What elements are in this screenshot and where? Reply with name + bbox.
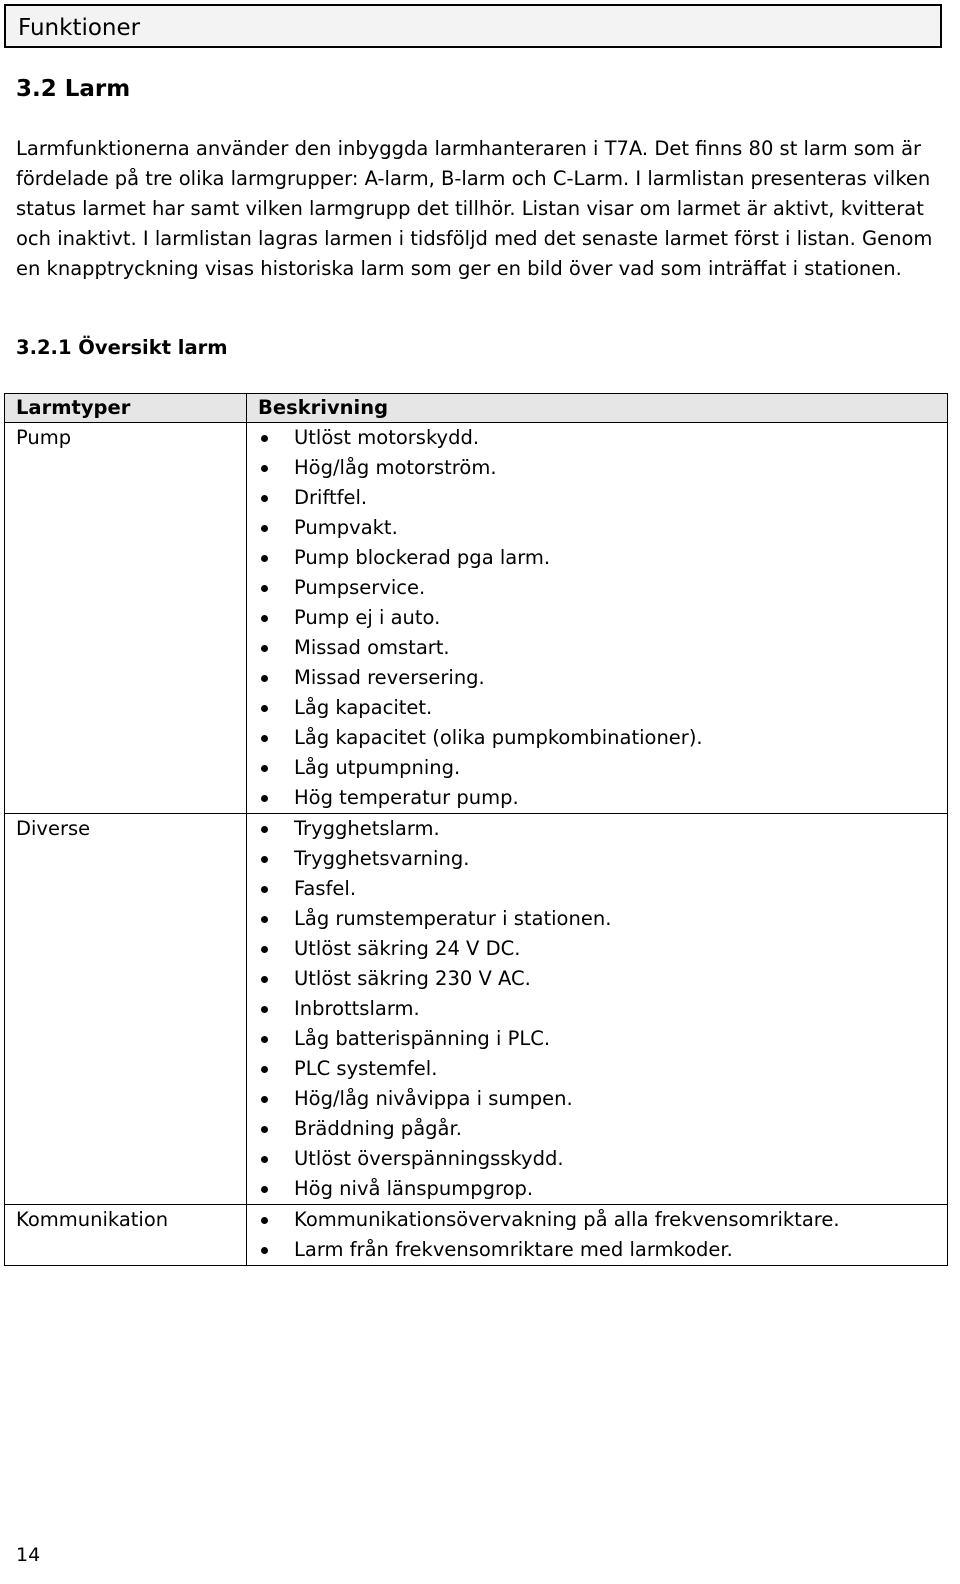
alarm-type-label: Pump xyxy=(16,426,72,449)
chapter-header xyxy=(4,4,942,48)
bullet-icon xyxy=(261,705,268,712)
bullet-icon xyxy=(261,976,268,983)
list-item xyxy=(247,1114,947,1144)
bullet-icon xyxy=(261,1217,268,1224)
list-item xyxy=(247,783,947,813)
alarm-type-cell xyxy=(5,423,247,814)
alarm-description: Kommunikationsövervakning på alla frekvensomriktare. xyxy=(294,1208,840,1231)
list-item xyxy=(247,723,947,753)
list-item xyxy=(247,1084,947,1114)
alarm-list xyxy=(247,423,947,813)
bullet-icon xyxy=(261,946,268,953)
list-item xyxy=(247,633,947,663)
list-item xyxy=(247,904,947,934)
bullet-icon xyxy=(261,1186,268,1193)
bullet-icon xyxy=(261,765,268,772)
bullet-icon xyxy=(261,1096,268,1103)
alarm-description: Utlöst säkring 24 V DC. xyxy=(294,937,521,960)
description-cell xyxy=(247,1205,948,1266)
list-item xyxy=(247,573,947,603)
bullet-icon xyxy=(261,735,268,742)
bullet-icon xyxy=(261,465,268,472)
alarm-description: Låg batterispänning i PLC. xyxy=(294,1027,551,1050)
list-item xyxy=(247,874,947,904)
alarm-description: PLC systemfel. xyxy=(294,1057,438,1080)
list-item xyxy=(247,934,947,964)
alarm-description: Fasfel. xyxy=(294,877,357,900)
alarm-description: Utlöst motorskydd. xyxy=(294,426,480,449)
table-row xyxy=(5,814,948,1205)
list-item xyxy=(247,844,947,874)
alarm-type-cell xyxy=(5,1205,247,1266)
alarm-description: Pumpvakt. xyxy=(294,516,398,539)
description-cell xyxy=(247,423,948,814)
list-item xyxy=(247,513,947,543)
bullet-icon xyxy=(261,675,268,682)
intro-paragraph: Larmfunktionerna använder den inbyggda larmhanteraren i T7A. Det finns 80 st larm som är fördelade på tre olika larmgrupper: A-larm, B-larm och C-Larm. I larmlistan presenteras vilken status larmet har samt vilken larmgrupp det tillhör. Listan visar om larmet är aktivt, kvitterat och inaktivt. I larmlistan lagras larmen i tidsföljd med det senaste larmet först i listan. Genom en knapptryckning visas historiska larm som ger en bild över vad som inträffat i stationen. xyxy=(16,137,933,280)
bullet-icon xyxy=(261,1126,268,1133)
bullet-icon xyxy=(261,495,268,502)
alarm-description: Hög/låg motorström. xyxy=(294,456,497,479)
table-header-row xyxy=(5,394,948,423)
alarm-type-label: Kommunikation xyxy=(16,1208,169,1231)
alarm-description: Utlöst överspänningsskydd. xyxy=(294,1147,564,1170)
alarm-description: Missad reversering. xyxy=(294,666,485,689)
alarm-description: Utlöst säkring 230 V AC. xyxy=(294,967,531,990)
list-item xyxy=(247,1054,947,1084)
list-item xyxy=(247,453,947,483)
list-item xyxy=(247,1144,947,1174)
alarm-list xyxy=(247,1205,947,1265)
bullet-icon xyxy=(261,856,268,863)
list-item xyxy=(247,994,947,1024)
alarm-type-cell xyxy=(5,814,247,1205)
bullet-icon xyxy=(261,795,268,802)
alarm-description: Larm från frekvensomriktare med larmkoder. xyxy=(294,1238,733,1261)
bullet-icon xyxy=(261,1247,268,1254)
header-description: Beskrivning xyxy=(247,394,948,423)
table-row xyxy=(5,423,948,814)
alarm-list xyxy=(247,814,947,1204)
list-item xyxy=(247,753,947,783)
bullet-icon xyxy=(261,1066,268,1073)
alarm-description: Driftfel. xyxy=(294,486,368,509)
alarm-description: Pumpservice. xyxy=(294,576,426,599)
bullet-icon xyxy=(261,886,268,893)
bullet-icon xyxy=(261,1156,268,1163)
list-item xyxy=(247,603,947,633)
page-number: 14 xyxy=(16,1544,41,1566)
bullet-icon xyxy=(261,1006,268,1013)
table-row xyxy=(5,1205,948,1266)
alarm-description: Trygghetsvarning. xyxy=(294,847,470,870)
alarm-description: Missad omstart. xyxy=(294,636,450,659)
description-cell xyxy=(247,814,948,1205)
list-item xyxy=(247,483,947,513)
alarm-description: Pump blockerad pga larm. xyxy=(294,546,551,569)
list-item xyxy=(247,814,947,844)
bullet-icon xyxy=(261,615,268,622)
chapter-title: Funktioner xyxy=(18,15,141,41)
bullet-icon xyxy=(261,916,268,923)
bullet-icon xyxy=(261,435,268,442)
bullet-icon xyxy=(261,645,268,652)
list-item xyxy=(247,1205,947,1235)
alarm-table xyxy=(4,393,948,1266)
alarm-description: Hög/låg nivåvippa i sumpen. xyxy=(294,1087,573,1110)
alarm-description: Pump ej i auto. xyxy=(294,606,441,629)
alarm-description: Låg kapacitet. xyxy=(294,696,433,719)
list-item xyxy=(247,1235,947,1265)
bullet-icon xyxy=(261,585,268,592)
alarm-description: Hög nivå länspumpgrop. xyxy=(294,1177,534,1200)
list-item xyxy=(247,693,947,723)
list-item xyxy=(247,1174,947,1204)
section-heading: 3.2 Larm xyxy=(16,76,131,102)
list-item xyxy=(247,423,947,453)
bullet-icon xyxy=(261,525,268,532)
list-item xyxy=(247,543,947,573)
alarm-description: Låg rumstemperatur i stationen. xyxy=(294,907,612,930)
subsection-heading: 3.2.1 Översikt larm xyxy=(16,336,228,359)
bullet-icon xyxy=(261,826,268,833)
alarm-description: Låg utpumpning. xyxy=(294,756,461,779)
alarm-description: Bräddning pågår. xyxy=(294,1117,462,1140)
bullet-icon xyxy=(261,555,268,562)
alarm-description: Trygghetslarm. xyxy=(294,817,440,840)
bullet-icon xyxy=(261,1036,268,1043)
list-item xyxy=(247,964,947,994)
alarm-description: Låg kapacitet (olika pumpkombinationer). xyxy=(294,726,703,749)
alarm-description: Inbrottslarm. xyxy=(294,997,420,1020)
alarm-description: Hög temperatur pump. xyxy=(294,786,519,809)
list-item xyxy=(247,1024,947,1054)
alarm-type-label: Diverse xyxy=(16,817,91,840)
header-alarm-types: Larmtyper xyxy=(5,394,247,423)
list-item xyxy=(247,663,947,693)
